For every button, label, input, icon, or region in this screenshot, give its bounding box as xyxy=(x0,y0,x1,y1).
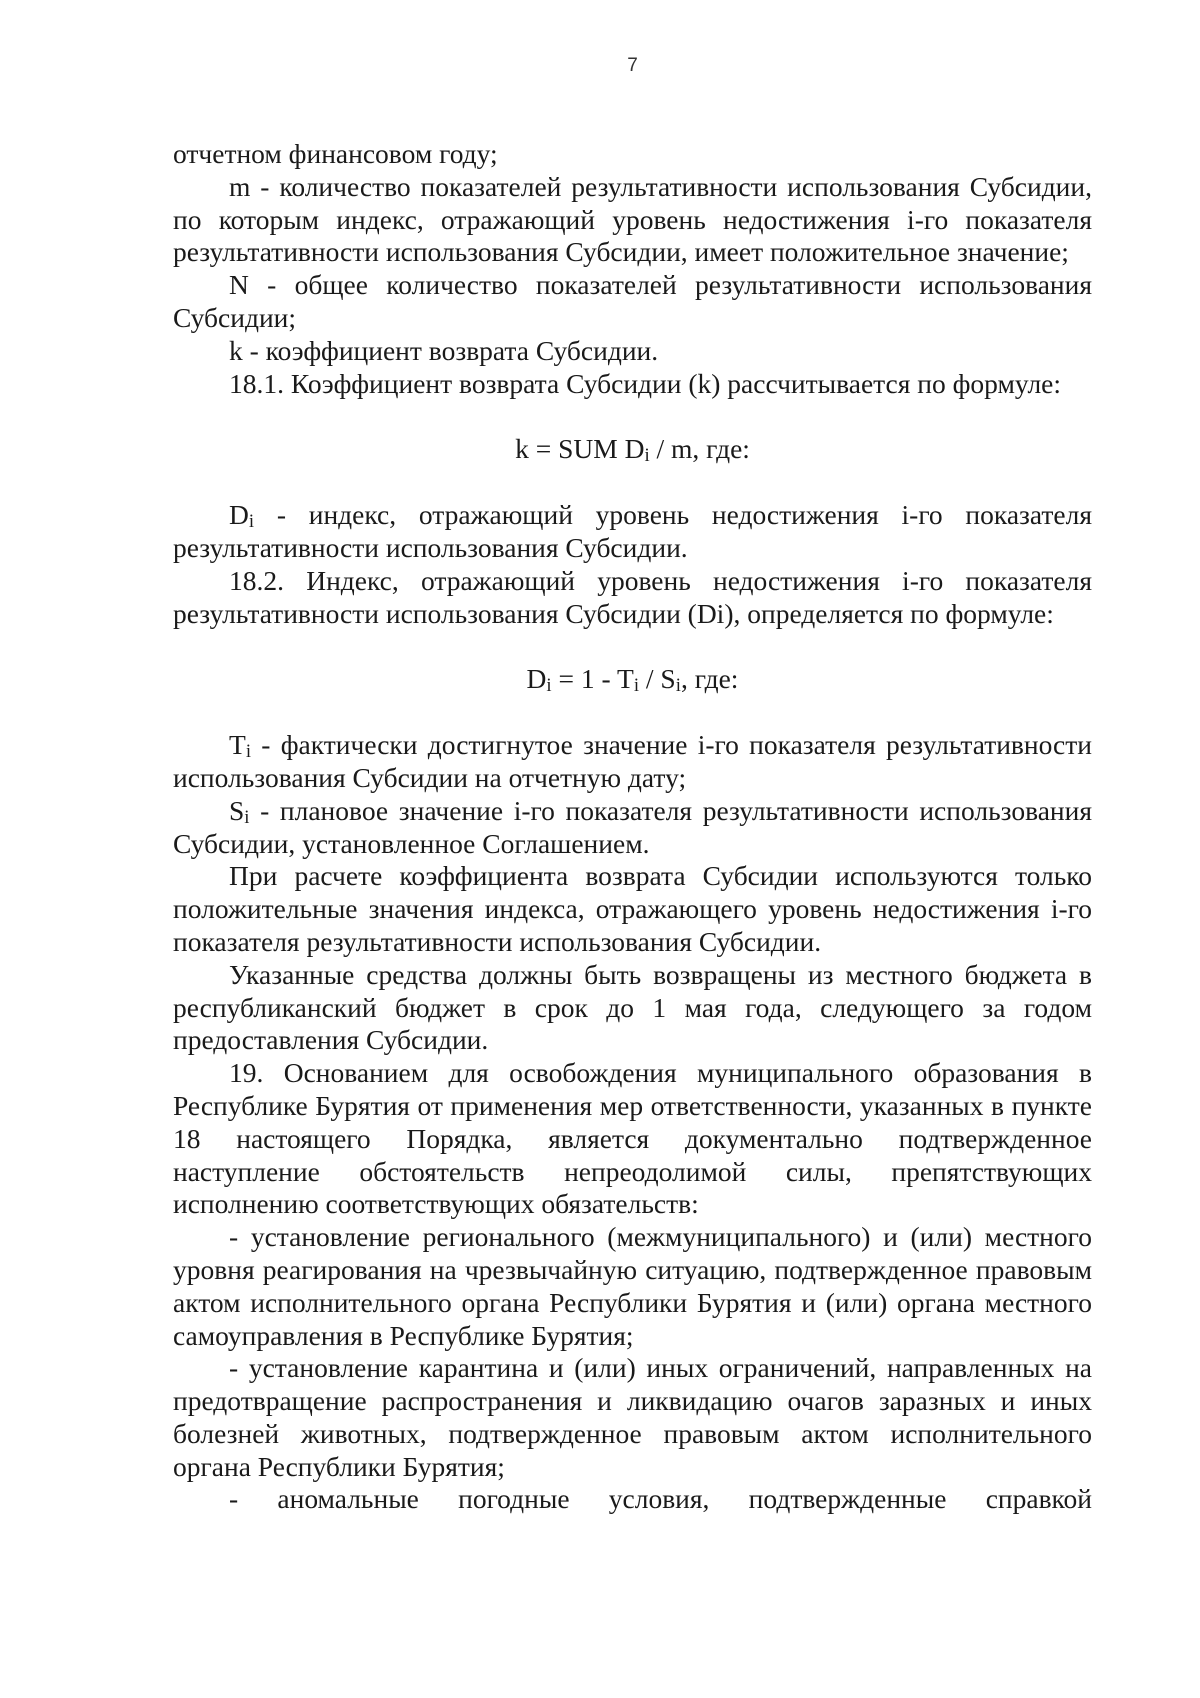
definition-ti xyxy=(173,729,1092,795)
symbol-s: S xyxy=(229,794,245,826)
definition-ti-text: - фактически достигнутое значение i-го показателя результативности использования Субсидии на отчетную дату; xyxy=(173,729,1092,793)
clause-18-1: 18.1. Коэффициент возврата Субсидии (k) рассчитывается по формуле: xyxy=(229,367,1062,399)
symbol-t-subscript: i xyxy=(245,740,252,762)
formula-di-b: = 1 - T xyxy=(551,663,634,695)
definition-n: N - общее количество показателей результативности использования Субсидии; xyxy=(173,269,1092,333)
definition-si xyxy=(173,795,1092,861)
formula-di-b-sub: i xyxy=(633,675,640,697)
symbol-d-subscript: i xyxy=(248,510,255,532)
definition-k: k - коэффициент возврата Субсидии. xyxy=(229,334,659,366)
formula-di-a-sub: i xyxy=(546,675,552,697)
formula-di-d: , где: xyxy=(680,663,739,695)
formula-di-c: / S xyxy=(639,663,676,695)
formula-k-rhs: / m, где: xyxy=(649,433,750,465)
definition-si-text: - плановое значение i-го показателя результативности использования Субсидии, установленное Соглашением. xyxy=(173,794,1092,859)
document-body xyxy=(173,138,1092,1516)
symbol-s-subscript: i xyxy=(244,806,250,828)
paragraph-positive-values: При расчете коэффициента возврата Субсидии используются только положительные значения индекса, отражающего уровень недостижения i-го показателя результативности использования Субсидии. xyxy=(173,860,1092,957)
symbol-t: T xyxy=(229,729,246,761)
list-item-quarantine: - установление карантина и (или) иных ограничений, направленных на предотвращение распространения и ликвидацию очагов заразных и иных болезней животных, подтвержденное правовым актом исполнительного органа Республики Бурятия; xyxy=(173,1352,1092,1482)
formula-k-subscript: i xyxy=(644,445,650,467)
page-number: 7 xyxy=(627,55,638,76)
formula-di-a: D xyxy=(526,663,547,695)
clause-19: 19. Основанием для освобождения муниципального образования в Республике Бурятия от применения мер ответственности, указанных в пункте 18 настоящего Порядка, является документально подтвержденное наступление обстоятельств непреодолимой силы, препятствующих исполнению соответствующих обязательств: xyxy=(173,1057,1092,1220)
clause-18-2: 18.2. Индекс, отражающий уровень недостижения i-го показателя результативности использования Субсидии (Di), определяется по формуле: xyxy=(173,564,1092,629)
list-item-emergency: - установление регионального (межмуниципального) и (или) местного уровня реагирования на чрезвычайную ситуацию, подтвержденное правовым актом исполнительного органа Республики Бурятия и (или) органа местного самоуправления в Республике Бурятия; xyxy=(173,1221,1092,1351)
definition-di-text: - индекс, отражающий уровень недостижения i-го показателя результативности использования Субсидии. xyxy=(173,499,1092,563)
definition-di xyxy=(173,499,1092,565)
paragraph-continuation: отчетном финансовом году; xyxy=(173,138,498,169)
formula-k-lhs: k = SUM D xyxy=(515,433,645,465)
formula-di xyxy=(173,663,1092,696)
formula-di-c-sub: i xyxy=(675,675,681,697)
formula-k xyxy=(173,433,1092,466)
paragraph-refund: Указанные средства должны быть возвращены из местного бюджета в республиканский бюджет в срок до 1 мая года, следующего за годом предоставления Субсидии. xyxy=(173,958,1092,1056)
list-item-weather: - аномальные погодные условия, подтвержденные справкой xyxy=(229,1483,1092,1515)
symbol-d: D xyxy=(229,499,249,531)
definition-m: m - количество показателей результативности использования Субсидии, по которым индекс, отражающий уровень недостижения i-го показателя результативности использования Субсидии, имеет положительное значение; xyxy=(173,170,1092,268)
